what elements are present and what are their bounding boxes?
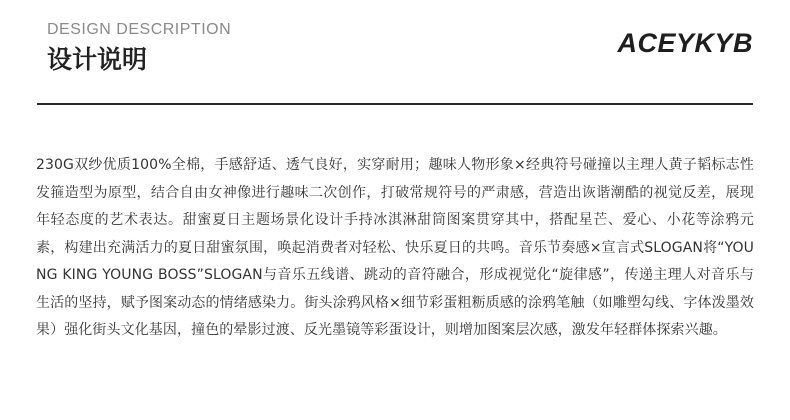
header-divider bbox=[37, 103, 753, 105]
section-eyebrow: DESIGN DESCRIPTION bbox=[47, 21, 232, 38]
page-title: 设计说明 bbox=[47, 45, 148, 74]
header bbox=[47, 20, 755, 90]
brand-logo: ACEYKYB bbox=[617, 28, 753, 58]
description-paragraph: 230G双纱优质100%全棉，手感舒适、透气良好，实穿耐用；趣味人物形象×经典符号碰撞以主理人黄子韬标志性发箍造型为原型，结合自由女神像进行趣味二次创作，打破常规符号的严肃感，营造出诙谐潮酷的视觉反差，展现年轻态度的艺术表达。甜蜜夏日主题场景化设计手持冰淇淋甜筒图案贯穿其中，搭配星芒、爱心、小花等涂鸦元素，构建出充满活力的夏日甜蜜氛围，唤起消费者对轻松、快乐夏日的共鸣。音乐节奏感×宣言式SLOGAN将“YOUNG KING YOUNG BOSS”SLOGAN与音乐五线谱、跳动的音符融合，形成视觉化“旋律感”，传递主理人对音乐与生活的坚持，赋予图案动态的情绪感染力。街头涂鸦风格×细节彩蛋粗粝质感的涂鸦笔触（如雕塑勾线、字体泼墨效果）强化街头文化基因，撞色的晕影过渡、反光墨镜等彩蛋设计，则增加图案层次感，激发年轻群体探索兴趣。 bbox=[36, 157, 754, 338]
